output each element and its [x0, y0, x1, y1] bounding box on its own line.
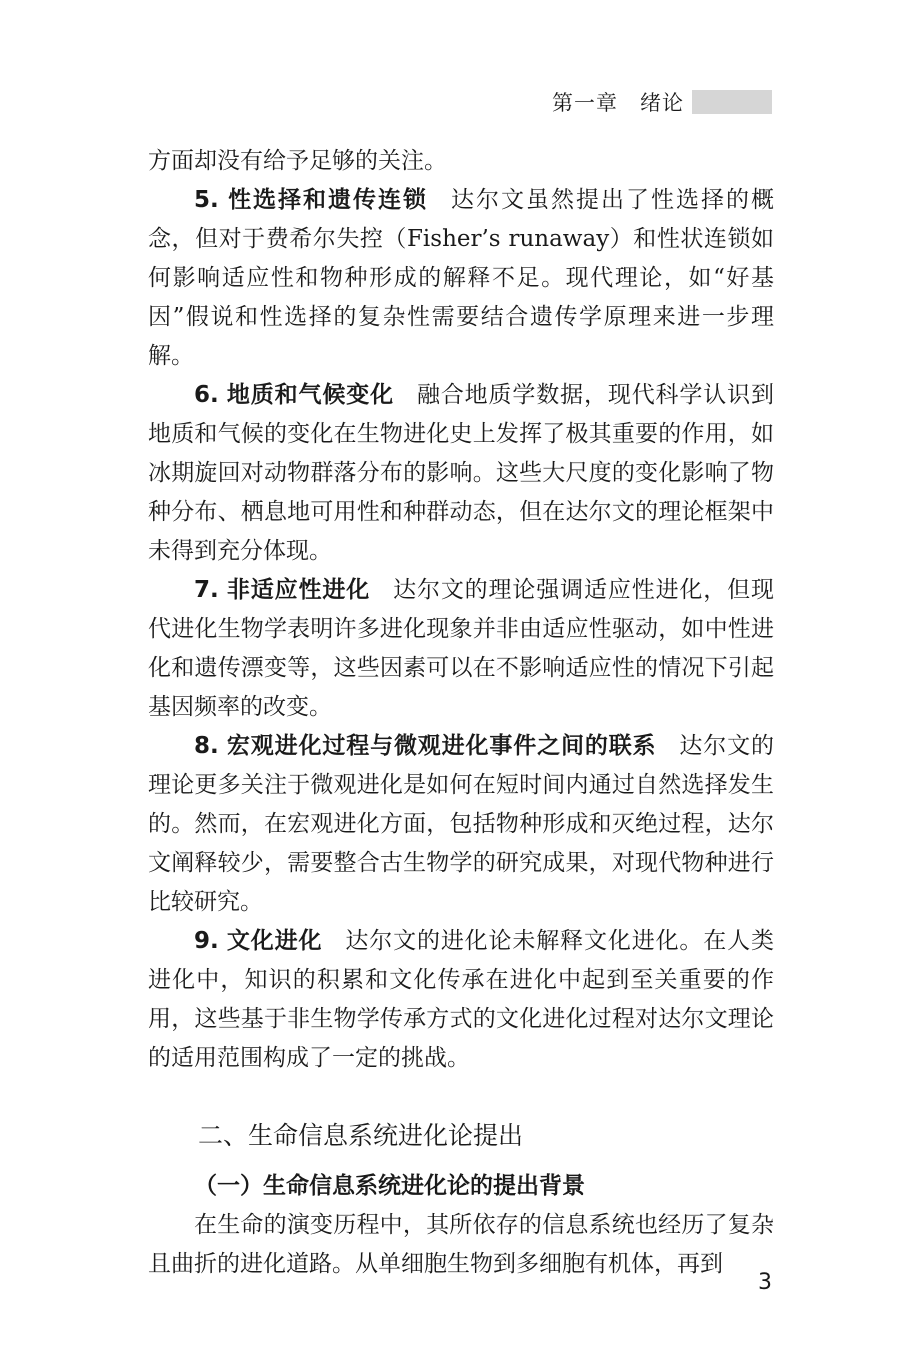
item-term: 文化进化 — [226, 928, 323, 954]
item-text: 融合地质学数据，现代科学认识到地质和气候的变化在生物进化史上发挥了极其重要的作用，如冰期旋回对动物群落分布的影响。这些大尺度的变化影响了物种分布、栖息地可用性和种群动态，但在达尔文的理论框架中未得到充分体现。 — [148, 382, 775, 564]
item-number: 5. — [194, 187, 219, 213]
item-number: 7. — [194, 577, 219, 603]
item-term: 地质和气候变化 — [226, 382, 394, 408]
item-term: 非适应性进化 — [226, 577, 371, 603]
item-text: 达尔文的理论强调适应性进化，但现代进化生物学表明许多进化现象并非由适应性驱动，如中性进化和遗传漂变等，这些因素可以在不影响适应性的情况下引起基因频率的改变。 — [148, 577, 775, 720]
subsection-heading: （一）生命信息系统进化论的提出背景 — [194, 1172, 585, 1199]
paragraph-item-9 — [148, 922, 774, 1078]
paragraph-continued: 方面却没有给予足够的关注。 — [148, 148, 447, 174]
running-header — [150, 88, 772, 118]
item-number: 6. — [194, 382, 219, 408]
item-term: 宏观进化过程与微观进化事件之间的联系 — [226, 733, 657, 759]
paragraph-item-5 — [148, 181, 774, 376]
item-text: 达尔文虽然提出了性选择的概念，但对于费希尔失控（Fisher’s runaway）和性状连锁如何影响适应性和物种形成的解释不足。现代理论，如“好基因”假说和性选择的复杂性需要结合遗传学原理来进一步理解。 — [148, 187, 775, 369]
item-term: 性选择和遗传连锁 — [228, 187, 429, 213]
item-text: 达尔文的进化论未解释文化进化。在人类进化中，知识的积累和文化传承在进化中起到至关重要的作用，这些基于非生物学传承方式的文化进化过程对达尔文理论的适用范围构成了一定的挑战。 — [148, 928, 775, 1071]
paragraph-item-8 — [148, 727, 774, 922]
section-heading: 二、生命信息系统进化论提出 — [198, 1121, 524, 1150]
paragraph-item-7 — [148, 571, 774, 727]
section-paragraph: 在生命的演变历程中，其所依存的信息系统也经历了复杂且曲折的进化道路。从单细胞生物到多细胞有机体，再到 — [148, 1212, 774, 1277]
page-body — [148, 142, 774, 1284]
paragraph-item-6 — [148, 376, 774, 571]
header-decoration-bar — [692, 90, 772, 114]
chapter-title: 第一章 绪论 — [552, 91, 684, 115]
page-number: 3 — [758, 1270, 772, 1295]
item-number: 9. — [194, 928, 219, 954]
item-text: 达尔文的理论更多关注于微观进化是如何在短时间内通过自然选择发生的。然而，在宏观进化方面，包括物种形成和灭绝过程，达尔文阐释较少，需要整合古生物学的研究成果，对现代物种进行比较研究。 — [148, 733, 775, 915]
item-number: 8. — [194, 733, 219, 759]
